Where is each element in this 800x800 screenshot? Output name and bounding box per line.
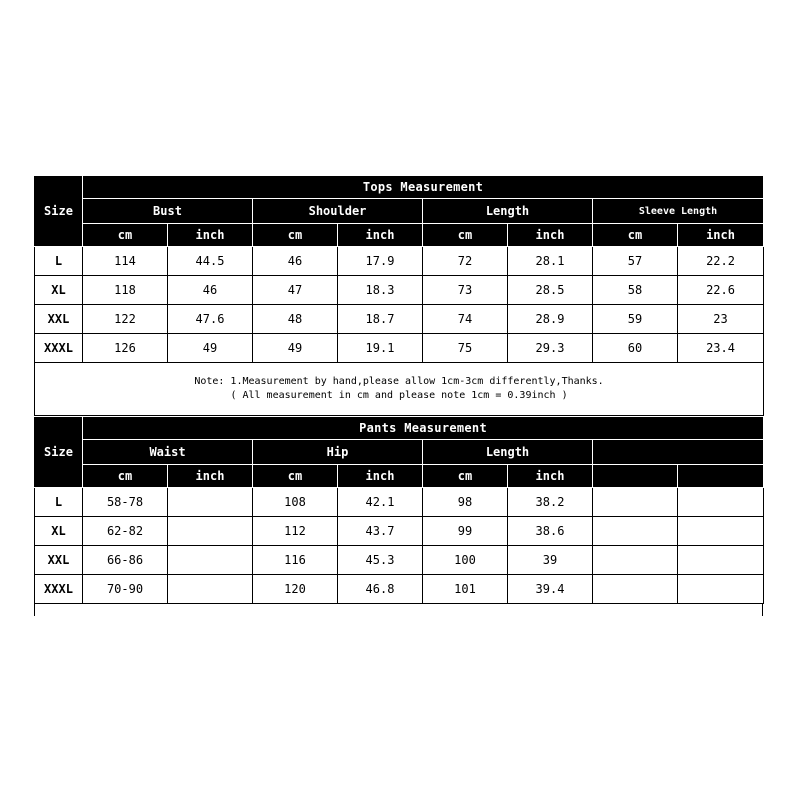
tops-value-cell: 126	[83, 334, 168, 363]
tops-value-cell: 28.1	[508, 247, 593, 276]
pants-value-cell: 70-90	[83, 575, 168, 604]
pants-value-cell: 39.4	[508, 575, 593, 604]
pants-unit: cm	[253, 465, 338, 488]
pants-value-cell: 43.7	[338, 517, 423, 546]
pants-value-cell: 101	[423, 575, 508, 604]
tops-row	[35, 247, 764, 276]
pants-unit	[678, 465, 764, 488]
tops-unit: inch	[168, 224, 253, 247]
pants-title: Pants Measurement	[83, 417, 764, 440]
pants-size-cell: XL	[35, 517, 83, 546]
tops-value-cell: 22.2	[678, 247, 764, 276]
tops-value-cell: 47	[253, 276, 338, 305]
tops-value-cell: 18.3	[338, 276, 423, 305]
tops-unit: cm	[423, 224, 508, 247]
pants-row	[35, 546, 764, 575]
pants-unit: cm	[423, 465, 508, 488]
pants-value-cell: 120	[253, 575, 338, 604]
tops-value-cell: 60	[593, 334, 678, 363]
pants-value-cell	[593, 546, 678, 575]
pants-row	[35, 488, 764, 517]
tops-value-cell: 118	[83, 276, 168, 305]
tops-value-cell: 49	[253, 334, 338, 363]
tops-value-cell: 23	[678, 305, 764, 334]
tops-value-cell: 46	[253, 247, 338, 276]
note-line-2: ( All measurement in cm and please note 1cm = 0.39inch )	[230, 390, 568, 401]
pants-value-cell: 112	[253, 517, 338, 546]
pants-value-cell: 66-86	[83, 546, 168, 575]
pants-unit: inch	[168, 465, 253, 488]
tops-value-cell: 19.1	[338, 334, 423, 363]
tops-value-cell: 46	[168, 276, 253, 305]
pants-unit: inch	[508, 465, 593, 488]
tops-value-cell: 23.4	[678, 334, 764, 363]
pants-value-cell: 38.2	[508, 488, 593, 517]
tops-value-cell: 57	[593, 247, 678, 276]
tops-value-cell: 58	[593, 276, 678, 305]
tops-value-cell: 49	[168, 334, 253, 363]
pants-unit	[593, 465, 678, 488]
tops-size-cell: XXXL	[35, 334, 83, 363]
pants-size-cell: L	[35, 488, 83, 517]
tops-unit: cm	[593, 224, 678, 247]
pants-unit: cm	[83, 465, 168, 488]
tops-size-cell: XL	[35, 276, 83, 305]
pants-value-cell: 108	[253, 488, 338, 517]
tops-row	[35, 334, 764, 363]
pants-value-cell: 46.8	[338, 575, 423, 604]
tops-size-header: Size	[35, 176, 83, 247]
tops-value-cell: 28.5	[508, 276, 593, 305]
tops-value-cell: 74	[423, 305, 508, 334]
tops-unit: cm	[253, 224, 338, 247]
tops-group-length: Length	[423, 199, 593, 224]
size-chart	[34, 175, 763, 616]
tops-value-cell: 75	[423, 334, 508, 363]
pants-value-cell	[593, 575, 678, 604]
tops-value-cell: 114	[83, 247, 168, 276]
pants-group-waist: Waist	[83, 440, 253, 465]
measurement-note	[35, 363, 764, 416]
pants-value-cell: 45.3	[338, 546, 423, 575]
tops-value-cell: 28.9	[508, 305, 593, 334]
pants-measurement-table	[34, 416, 764, 604]
tops-unit: inch	[338, 224, 423, 247]
pants-value-cell: 38.6	[508, 517, 593, 546]
pants-value-cell: 62-82	[83, 517, 168, 546]
pants-value-cell	[678, 517, 764, 546]
tops-value-cell: 22.6	[678, 276, 764, 305]
pants-group-length: Length	[423, 440, 593, 465]
pants-value-cell	[168, 488, 253, 517]
tops-group-shoulder: Shoulder	[253, 199, 423, 224]
tops-size-cell: XXL	[35, 305, 83, 334]
tops-unit: inch	[678, 224, 764, 247]
pants-value-cell	[593, 488, 678, 517]
tops-group-sleeve-length: Sleeve Length	[593, 199, 764, 224]
tops-size-cell: L	[35, 247, 83, 276]
pants-value-cell: 58-78	[83, 488, 168, 517]
pants-unit: inch	[338, 465, 423, 488]
tops-value-cell: 122	[83, 305, 168, 334]
tops-value-cell: 47.6	[168, 305, 253, 334]
tops-value-cell: 44.5	[168, 247, 253, 276]
pants-value-cell: 100	[423, 546, 508, 575]
tops-unit: cm	[83, 224, 168, 247]
pants-row	[35, 517, 764, 546]
note-line-1: Note: 1.Measurement by hand,please allow 1cm-3cm differently,Thanks.	[194, 376, 604, 387]
pants-value-cell	[678, 575, 764, 604]
pants-value-cell: 116	[253, 546, 338, 575]
tops-value-cell: 72	[423, 247, 508, 276]
pants-value-cell	[168, 517, 253, 546]
tops-value-cell: 29.3	[508, 334, 593, 363]
tops-value-cell: 17.9	[338, 247, 423, 276]
pants-value-cell: 98	[423, 488, 508, 517]
pants-value-cell: 42.1	[338, 488, 423, 517]
tops-unit: inch	[508, 224, 593, 247]
tops-value-cell: 18.7	[338, 305, 423, 334]
pants-group-hip: Hip	[253, 440, 423, 465]
tops-title: Tops Measurement	[83, 176, 764, 199]
pants-value-cell	[593, 517, 678, 546]
tops-measurement-table	[34, 175, 764, 416]
pants-size-header: Size	[35, 417, 83, 488]
pants-value-cell	[168, 546, 253, 575]
pants-value-cell	[678, 546, 764, 575]
tops-group-bust: Bust	[83, 199, 253, 224]
pants-row	[35, 575, 764, 604]
tops-row	[35, 276, 764, 305]
tops-value-cell: 59	[593, 305, 678, 334]
pants-value-cell: 99	[423, 517, 508, 546]
pants-size-cell: XXXL	[35, 575, 83, 604]
pants-size-cell: XXL	[35, 546, 83, 575]
tops-value-cell: 73	[423, 276, 508, 305]
pants-value-cell	[168, 575, 253, 604]
pants-value-cell: 39	[508, 546, 593, 575]
tops-row	[35, 305, 764, 334]
tops-value-cell: 48	[253, 305, 338, 334]
pants-value-cell	[678, 488, 764, 517]
table-bottom-edge	[34, 604, 763, 616]
pants-group-empty	[593, 440, 764, 465]
